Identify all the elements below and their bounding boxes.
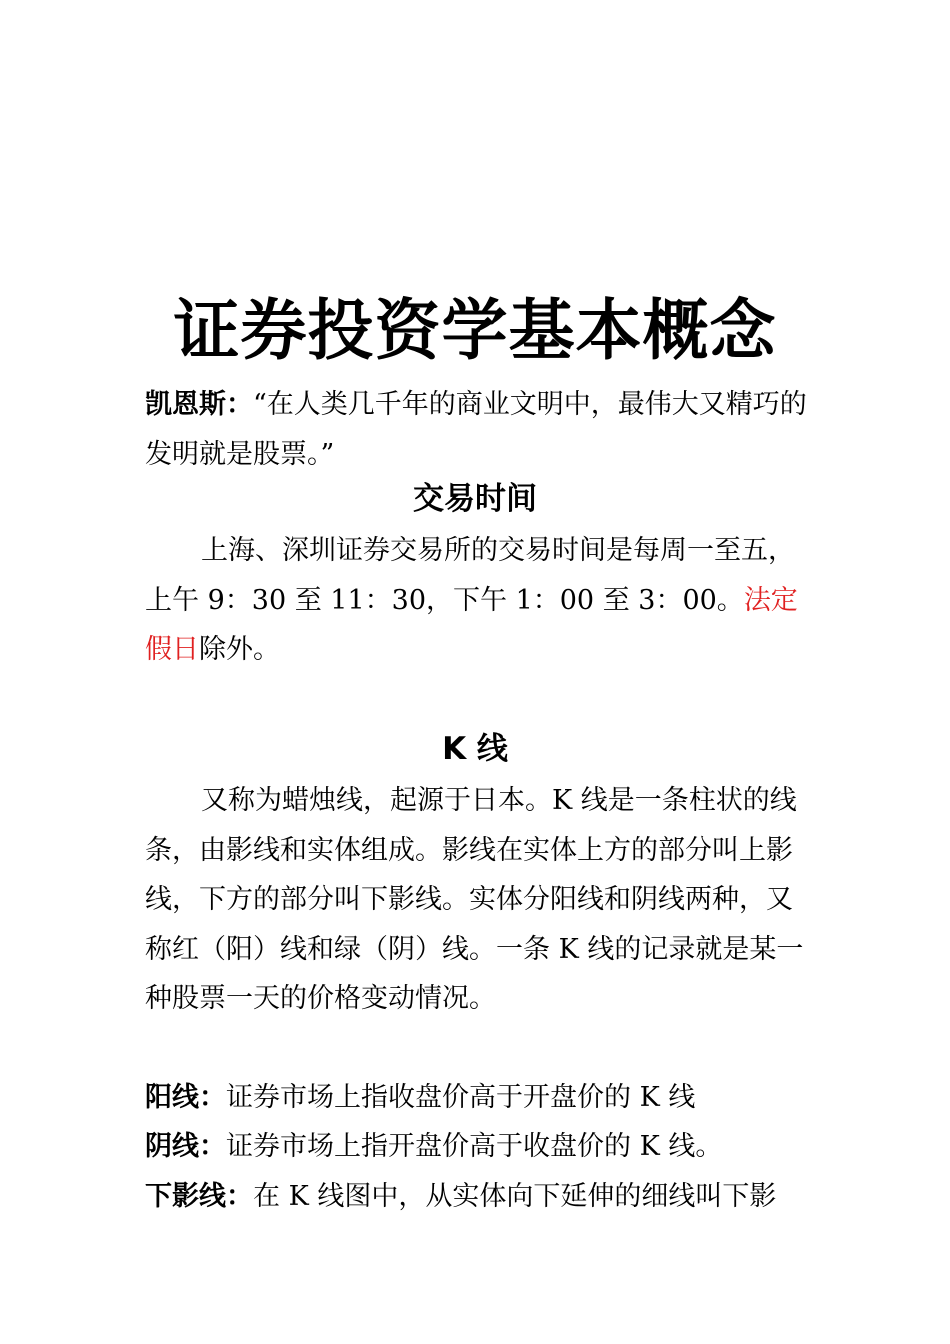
definition-text: 在 K 线图中，从实体向下延伸的细线叫下影 — [253, 1181, 777, 1212]
definition-yang-line — [145, 1073, 810, 1123]
definition-term: 下影线 — [145, 1181, 226, 1212]
definition-yin-line — [145, 1122, 810, 1172]
trading-time-text-end: 除外。 — [199, 634, 280, 665]
definition-sep: ： — [199, 1082, 226, 1113]
definition-term: 阳线 — [145, 1082, 199, 1113]
definition-text: 证券市场上指收盘价高于开盘价的 K 线 — [226, 1082, 696, 1113]
quote-text: “在人类几千年的商业文明中，最伟大又精巧的发明就是股票。” — [145, 389, 807, 470]
trading-time-heading: 交易时间 — [413, 481, 537, 517]
k-line-heading: K 线 — [442, 731, 508, 767]
trading-time-text: 上海、深圳证券交易所的交易时间是每周一至五，上午 9：30 至 11：30，下午 1：00 至 3：00。 — [145, 535, 795, 616]
document-title: 证券投资学基本概念 — [173, 291, 777, 369]
definition-sep: ： — [199, 1131, 226, 1162]
definition-term: 阴线 — [145, 1131, 199, 1162]
k-line-paragraph: 又称为蜡烛线，起源于日本。K 线是一条柱状的线条，由影线和实体组成。影线在实体上方的部分叫上影线，下方的部分叫下影线。实体分阳线和阴线两种，又称红（阳）线和绿（阴）线。一条 K 线的记录就是某一种股票一天的价格变动情况。 — [145, 785, 804, 1014]
definition-sep: ： — [226, 1181, 253, 1212]
definition-lower-shadow — [145, 1172, 810, 1222]
quote-speaker: 凯恩斯： — [145, 389, 253, 420]
legal-holiday-highlight: 法定假日 — [145, 584, 798, 665]
keynes-quote — [145, 380, 810, 479]
definition-text: 证券市场上指开盘价高于收盘价的 K 线。 — [226, 1131, 723, 1162]
trading-time-paragraph — [145, 526, 810, 675]
